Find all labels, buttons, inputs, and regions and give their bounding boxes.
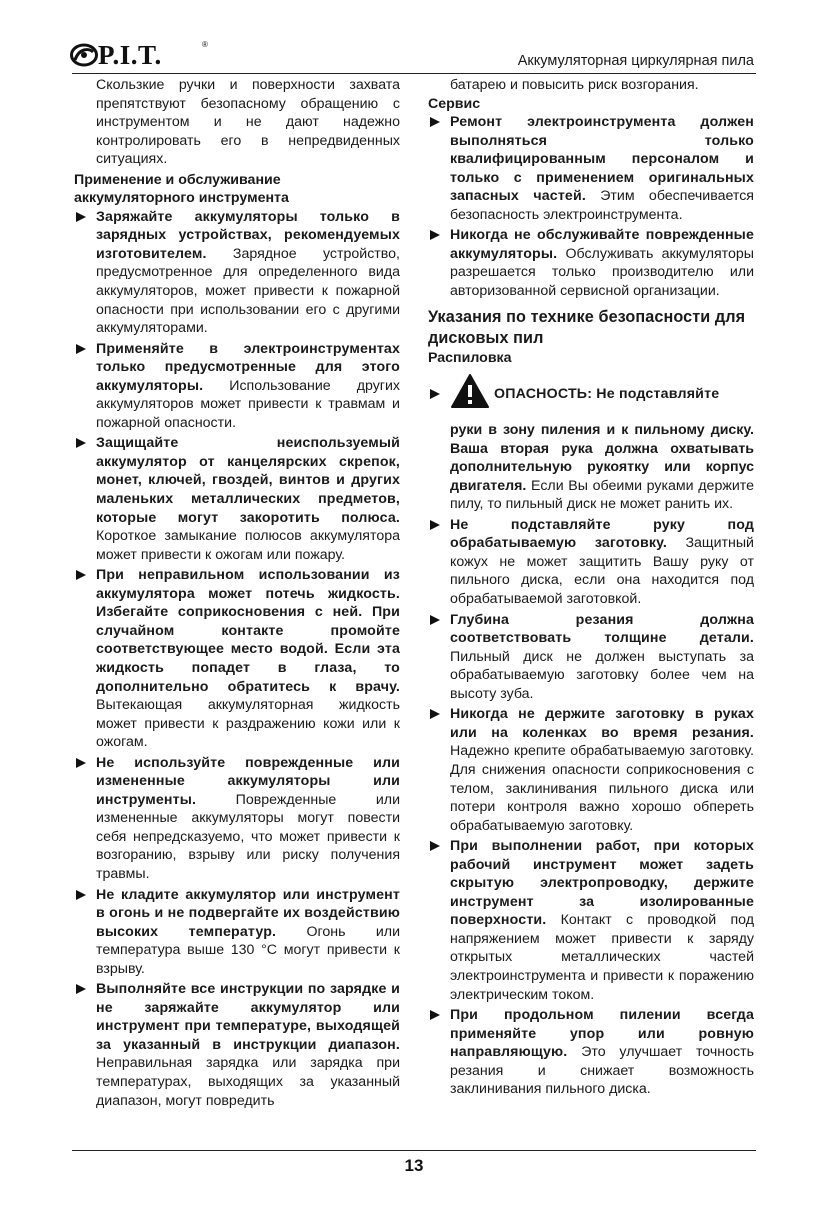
list-item [428,113,754,224]
list-item [428,1006,754,1099]
item-text: Неправильная зарядка или зарядка при температурах, выходящих за указанный диапазон, могут повредить [96,1055,400,1109]
list-item [428,226,754,300]
list-item [74,886,400,979]
list-item [428,611,754,704]
item-text: Вытекающая аккумуляторная жидкость может привести к раздражению кожи или к ожогам. [96,697,400,751]
header-divider [72,73,756,74]
item-text: Поврежденные или измененные аккумуляторы могут повести себя непредсказуемо, что может привести к возгоранию, взрыву или риску получения травмы. [96,791,400,882]
bullet-triangle-icon [76,758,86,768]
bullet-triangle-icon [430,230,440,240]
item-text: Контакт с проводкой под напряжением может привести к заряду открытых металлических частей электроинструмента и привести к поражению электрическим током. [450,912,754,1003]
header-title: Аккумуляторная циркулярная пила [517,53,754,69]
item-text: Использование других аккумуляторов может привести к травмам и пожарной опасности. [96,377,400,431]
item-lead: Применяйте в электроинструментах только предусмотренные для этого аккумуляторы. [96,340,400,394]
bullet-triangle-icon [76,984,86,994]
item-text: Огонь или температура выше 130 °C могут привести к взрыву. [96,923,400,977]
left-column [74,76,400,1112]
item-lead: Никогда не держите заготовку в руках или на коленках во время резания. [450,706,754,741]
bullet-triangle-icon [430,520,440,530]
item-text: Надежно крепите обрабатываемую заготовку. Для снижения опасности соприкосновения с телом, заклинивания пильного диска или потери контроля важно хорошо обпереть обрабатываемую заготовку. [450,743,754,834]
item-lead: Не подставляйте руку под обрабатываемую заготовку. [450,516,754,552]
danger-text: Если Вы обеими руками держите пилу, то пильный диск не может ранить их. [450,477,754,513]
pit-emblem-icon [70,42,98,68]
right-column [428,76,754,1101]
bullet-triangle-icon [76,344,86,354]
list-item [74,980,400,1110]
section-title-battery: Применение и обслуживание аккумуляторного инструмента [74,171,289,207]
bullet-triangle-icon [430,615,440,625]
list-item [74,754,400,884]
list-item [74,566,400,751]
bullet-triangle-icon [430,709,440,719]
item-text: Этим обеспечивается безопасность электроинструмента. [450,188,754,223]
registered-mark: ® [202,40,208,49]
danger-paragraph [428,421,754,514]
bullet-triangle-icon [430,841,440,851]
list-item [74,434,400,564]
section-title-saw-safety: Указания по технике безопасности для дисковых пил [428,307,746,347]
danger-label: ОПАСНОСТЬ: Не подставляйте [494,386,720,403]
list-item [428,837,754,1004]
item-lead: При продольном пилении всегда применяйте упор или ровную направляющую. [450,1007,754,1061]
bullet-triangle-icon [76,570,86,580]
item-text: Защитный кожух не может защитить Вашу руку от пильного диска, если она находится под обрабатываемой заготовкой. [450,535,754,608]
logo-text: P.I.T. [98,40,162,70]
item-lead: Никогда не обслуживайте поврежденные аккумуляторы. [450,227,754,262]
item-lead: Глубина резания должна соответствовать толщине детали. [450,611,754,647]
bullet-triangle-icon [430,117,440,127]
list-item [428,516,754,609]
bullet-triangle-icon [76,438,86,448]
item-text: Это улучшает точность резания и снижает возможность заклинивания пильного диска. [450,1044,754,1098]
danger-warning [428,373,754,417]
item-lead: Ремонт электроинструмента должен выполняться только квалифицированным персоналом и только с применением оригинальных запасных частей. [450,114,754,205]
bullet-triangle-icon [76,890,86,900]
item-lead: Не кладите аккумулятор или инструмент в огонь и не подвергайте их воздействию высоких температур. [96,886,400,940]
footer-divider [72,1150,756,1151]
bullet-triangle-icon [430,389,440,399]
item-text: Короткое замыкание полюсов аккумулятора может привести к ожогам или пожару. [96,528,400,563]
list-item [74,208,400,338]
list-item [428,705,754,835]
item-text: Зарядное устройство, предусмотренное для определенного вида аккумуляторов, может привести к пожарной опасности при использовании его с другими аккумуляторами. [96,245,400,337]
intro-paragraph: Скользкие ручки и поверхности захвата препятствуют безопасному обращению с инструментом и не дают надежно контролировать его в непредвиденных ситуациях. [96,77,400,168]
list-item [74,340,400,433]
item-lead: Выполняйте все инструкции по зарядке и не заряжайте аккумулятор или инструмент при температуре, выходящей за указанный в инструкции диапазон. [96,981,400,1053]
danger-lead: руки в зону пиления и к пильному диску. Ваша вторая рука должна охватывать дополнительную рукоятку или корпус двигателя. [450,422,754,494]
subsection-title-sawing: Распиловка [428,349,512,366]
brand-logo [70,40,208,70]
bullet-triangle-icon [76,212,86,222]
item-lead: Заряжайте аккумуляторы только в зарядных устройствах, рекомендуемых изготовителем. [96,208,400,262]
continuation-text: батарею и повысить риск возгорания. [450,77,699,93]
item-lead: Защищайте неиспользуемый аккумулятор от канцелярских скрепок, монет, ключей, гвоздей, винтов и других маленьких металлических предметов, которые могут закоротить полюса. [96,435,400,526]
page-number: 13 [404,1156,424,1175]
item-lead: При выполнении работ, при которых рабочий инструмент может задеть скрытую электропроводку, держите инструмент за изолированные поверхности. [450,838,754,929]
section-title-service: Сервис [428,95,481,112]
item-text: Обслуживать аккумуляторы разрешается только производителю или авторизованной сервисной организации. [450,245,754,300]
bullet-triangle-icon [430,1010,440,1020]
item-lead: При неправильном использовании из аккумулятора может потечь жидкость. Избегайте соприкосновения с ней. При случайном контакте промойте соответствующее место водой. Если эта жидкость попадет в глаза, то дополнительно обратитесь к врачу. [96,567,400,695]
item-text: Пильный диск не должен выступать за обрабатываемую заготовку более чем на высоту зуба. [450,648,754,702]
item-lead: Не используйте поврежденные или измененные аккумуляторы или инструменты. [96,754,400,808]
warning-triangle-icon [450,373,490,409]
